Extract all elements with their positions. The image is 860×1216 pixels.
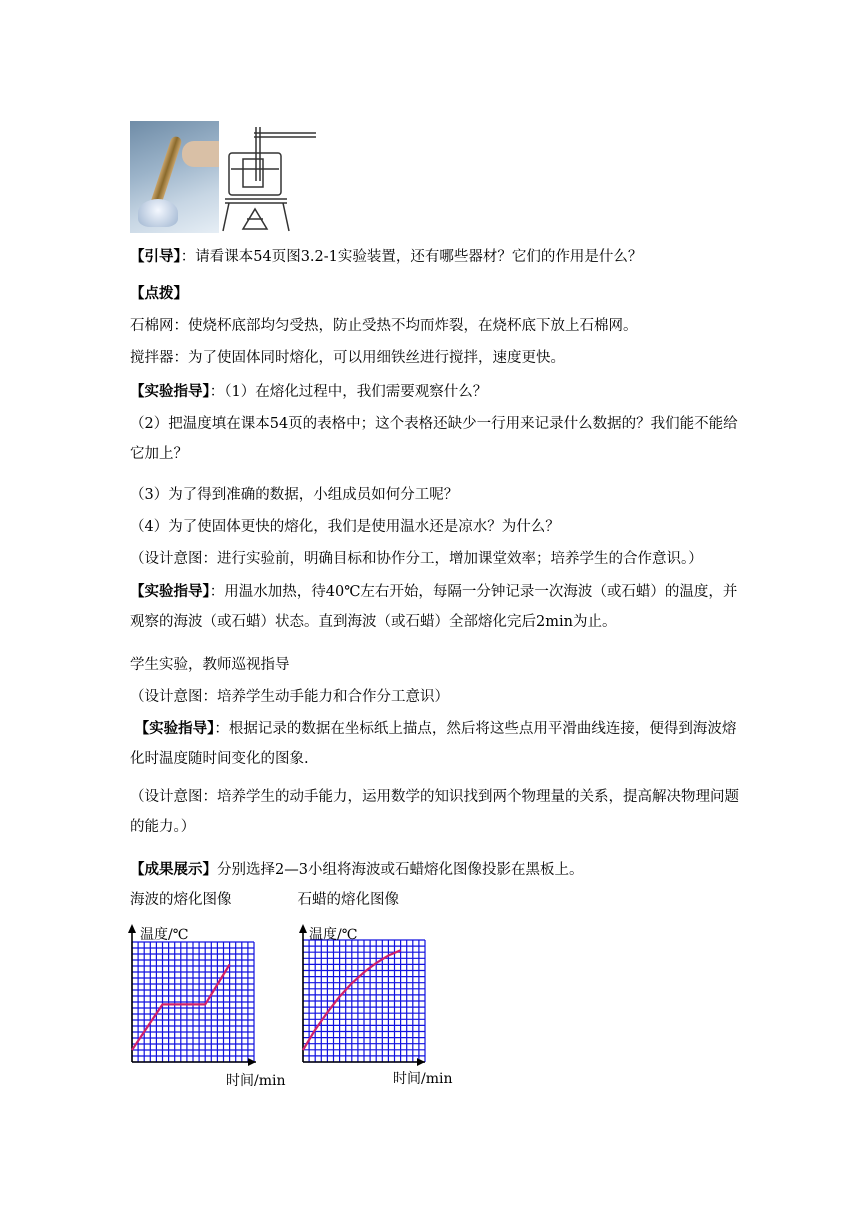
paragraph-design-3: （设计意图：培养学生的动手能力，运用数学的知识找到两个物理量的关系，提高解决物理问题的能力。） <box>130 789 739 835</box>
paragraph-stirrer: 搅拌器：为了使固体同时熔化，可以用细铁丝进行搅拌，速度更快。 <box>130 350 565 366</box>
experiment-photo <box>130 121 219 233</box>
paragraph-experiment-1 <box>130 383 740 401</box>
x-axis-arrow <box>417 1058 425 1066</box>
experiment-6-text: ：根据记录的数据在坐标纸上描点，然后将这些点用平滑曲线连接，便得到海波熔化时温度随时间变化的图象. <box>130 721 737 767</box>
chart-hypo-svg <box>128 922 288 1092</box>
alcohol-lamp-shape <box>138 199 178 227</box>
paragraph-experiment-4: （4）为了使固体更快的熔化，我们是使用温水还是凉水？为什么？ <box>130 519 560 535</box>
caption-paraffin: 石蜡的熔化图像 <box>297 892 399 908</box>
y-axis-arrow <box>128 924 136 933</box>
paragraph-student-exp: 学生实验，教师巡视指导 <box>130 657 290 673</box>
chart-hypo <box>128 922 288 1092</box>
chart-paraffin <box>297 922 457 1092</box>
guide-text: ：请看课本54页图3.2-1实验装置，还有哪些器材？它们的作用是什么？ <box>180 249 643 265</box>
paragraph-results <box>130 861 740 879</box>
paragraph-asbestos: 石棉网：使烧杯底部均匀受热，防止受热不均而炸裂，在烧杯底下放上石棉网。 <box>130 318 638 334</box>
experiment-1-text: ：（1）在熔化过程中，我们需要观察什么？ <box>209 384 488 400</box>
label-experiment: 【实验指导】 <box>130 383 210 400</box>
paragraph-experiment-6 <box>130 714 740 774</box>
label-hint: 【点拨】 <box>130 285 188 302</box>
experiment-5-text: ：用温水加热，待40℃左右开始，每隔一分钟记录一次海波（或石蜡）的温度，并观察的海波（或石蜡）状态。直到海波（或石蜡）全部熔化完后2min为止。 <box>130 584 738 630</box>
chart-hypo-ylabel: 温度/℃ <box>140 927 189 943</box>
paragraph-experiment-5 <box>130 577 740 637</box>
results-text: 分别选择2—3小组将海波或石蜡熔化图像投影在黑板上。 <box>217 862 584 878</box>
paragraph-experiment-2: （2）把温度填在课本54页的表格中；这个表格还缺少一行用来记录什么数据的？我们能不能给它加上？ <box>130 416 738 462</box>
caption-hypo: 海波的熔化图像 <box>130 892 232 908</box>
label-results: 【成果展示】 <box>130 861 217 878</box>
paragraph-design-1: （设计意图：进行实验前，明确目标和协作分工，增加课堂效率；培养学生的合作意识。） <box>130 551 703 567</box>
chart-paraffin-xlabel: 时间/min <box>393 1071 453 1087</box>
x-axis-arrow <box>248 1058 256 1066</box>
label-experiment: 【实验指导】 <box>130 583 210 600</box>
paragraph-guide <box>130 248 740 266</box>
chart-paraffin-svg <box>297 922 457 1092</box>
paragraph-hint <box>130 285 740 303</box>
apparatus-diagram <box>221 121 321 233</box>
y-axis-arrow <box>299 924 307 933</box>
chart-hypo-xlabel: 时间/min <box>226 1073 286 1089</box>
caption-row <box>130 892 740 909</box>
chart-paraffin-ylabel: 温度/℃ <box>309 927 358 943</box>
label-guide: 【引导】 <box>130 248 181 265</box>
paragraph-design-2: （设计意图：培养学生动手能力和合作分工意识） <box>130 689 449 705</box>
label-experiment: 【实验指导】 <box>134 720 215 737</box>
hand-shape <box>182 141 219 167</box>
paragraph-experiment-3: （3）为了得到准确的数据，小组成员如何分工呢？ <box>130 487 459 503</box>
